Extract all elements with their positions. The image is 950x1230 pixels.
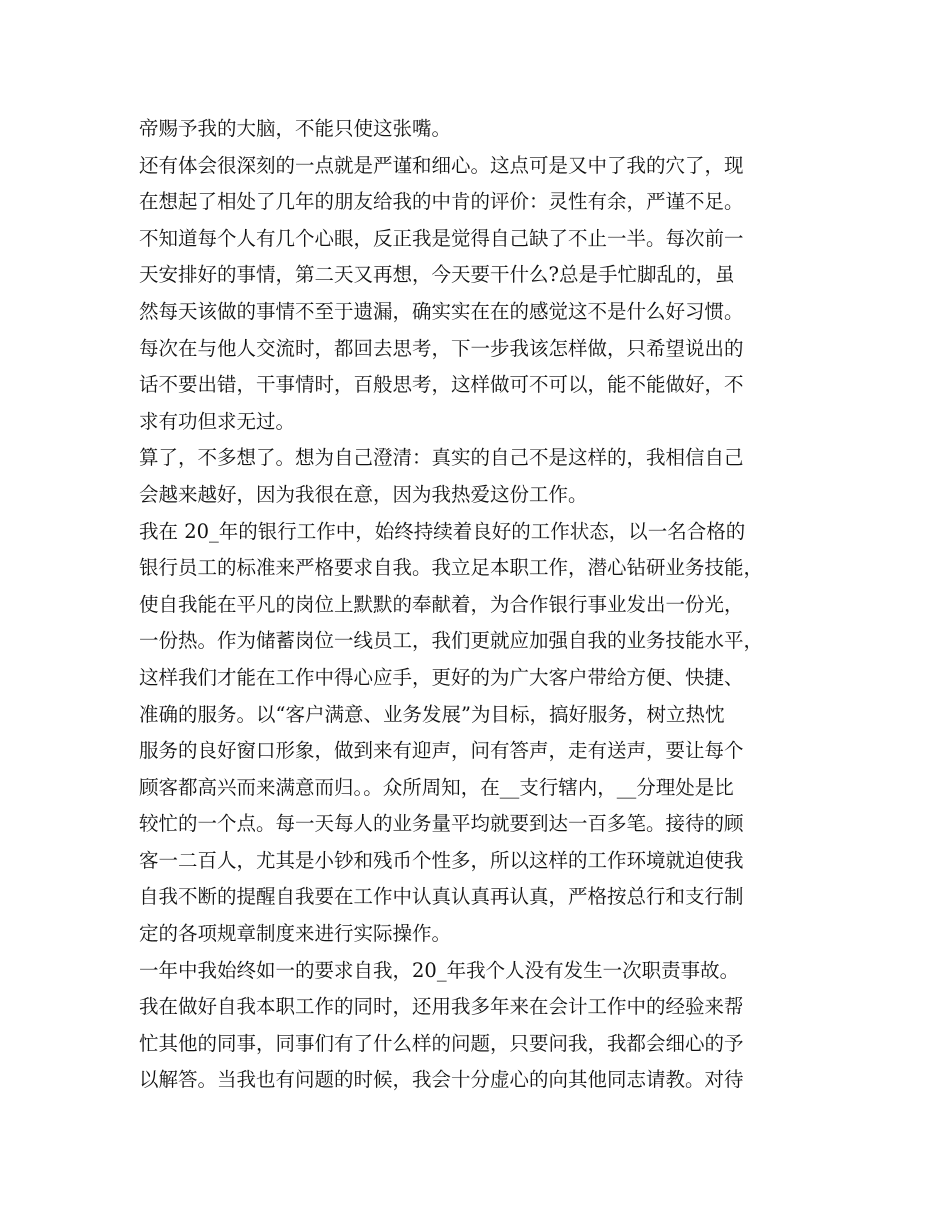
text-line: 话不要出错，干事情时，百般思考，这样做可不可以，能不能做好，不: [139, 373, 744, 397]
text-line: 以解答。当我也有问题的时候，我会十分虚心的向其他同志请教。对待: [139, 1068, 744, 1092]
text-line: 顾客都高兴而来满意而归。。众所周知，在__支行辖内，__分理处是比: [139, 775, 734, 799]
text-line: 服务的良好窗口形象，做到来有迎声，问有答声，走有送声，要让每个: [139, 739, 744, 763]
text-line: 客一二百人，尤其是小钞和残币个性多，所以这样的工作环境就迫使我: [139, 848, 744, 872]
text-line: 求有功但求无过。: [139, 409, 296, 433]
text-line: 一份热。作为储蓄岗位一线员工，我们更就应加强自我的业务技能水平，: [139, 629, 764, 653]
text-line: 每次在与他人交流时，都回去思考，下一步我该怎样做，只希望说出的: [139, 336, 744, 360]
text-line: 这样我们才能在工作中得心应手，更好的为广大客户带给方便、快捷、: [139, 665, 744, 689]
text-line: 在想起了相处了几年的朋友给我的中肯的评价：灵性有余，严谨不足。: [139, 190, 744, 214]
text-line: 自我不断的提醒自我要在工作中认真认真再认真，严格按总行和支行制: [139, 885, 744, 909]
text-line: 天安排好的事情，第二天又再想，今天要干什么?总是手忙脚乱的，虽: [139, 263, 735, 287]
text-line: 定的各项规章制度来进行实际操作。: [139, 922, 452, 946]
text-line: 我在做好自我本职工作的同时，还用我多年来在会计工作中的经验来帮: [139, 995, 744, 1019]
text-line: 不知道每个人有几个心眼，反正我是觉得自己缺了不止一半。每次前一: [139, 226, 744, 250]
text-line: 较忙的一个点。每一天每人的业务量平均就要到达一百多笔。接待的顾: [139, 812, 744, 836]
document-body: [139, 111, 829, 1099]
text-line: 算了，不多想了。想为自己澄清：真实的自己不是这样的，我相信自己: [139, 446, 744, 470]
text-line: 然每天该做的事情不至于遗漏，确实实在在的感觉这不是什么好习惯。: [139, 299, 744, 323]
text-line: 还有体会很深刻的一点就是严谨和细心。这点可是又中了我的穴了，现: [139, 153, 744, 177]
text-line: 准确的服务。以“客户满意、业务发展”为目标，搞好服务，树立热忱: [139, 702, 725, 726]
text-line: 帝赐予我的大脑，不能只使这张嘴。: [139, 117, 452, 140]
text-line: 忙其他的同事，同事们有了什么样的问题，只要问我，我都会细心的予: [139, 1031, 744, 1055]
text-line: 会越来越好，因为我很在意，因为我热爱这份工作。: [139, 482, 588, 506]
text-line: 我在 20_年的银行工作中，始终持续着良好的工作状态，以一名合格的: [139, 519, 746, 543]
text-line: 使自我能在平凡的岗位上默默的奉献着，为合作银行事业发出一份光，: [139, 592, 744, 616]
text-line: 银行员工的标准来严格要求自我。我立足本职工作，潜心钻研业务技能，: [139, 556, 764, 580]
text-line: 一年中我始终如一的要求自我，20_年我个人没有发生一次职责事故。: [139, 958, 740, 982]
